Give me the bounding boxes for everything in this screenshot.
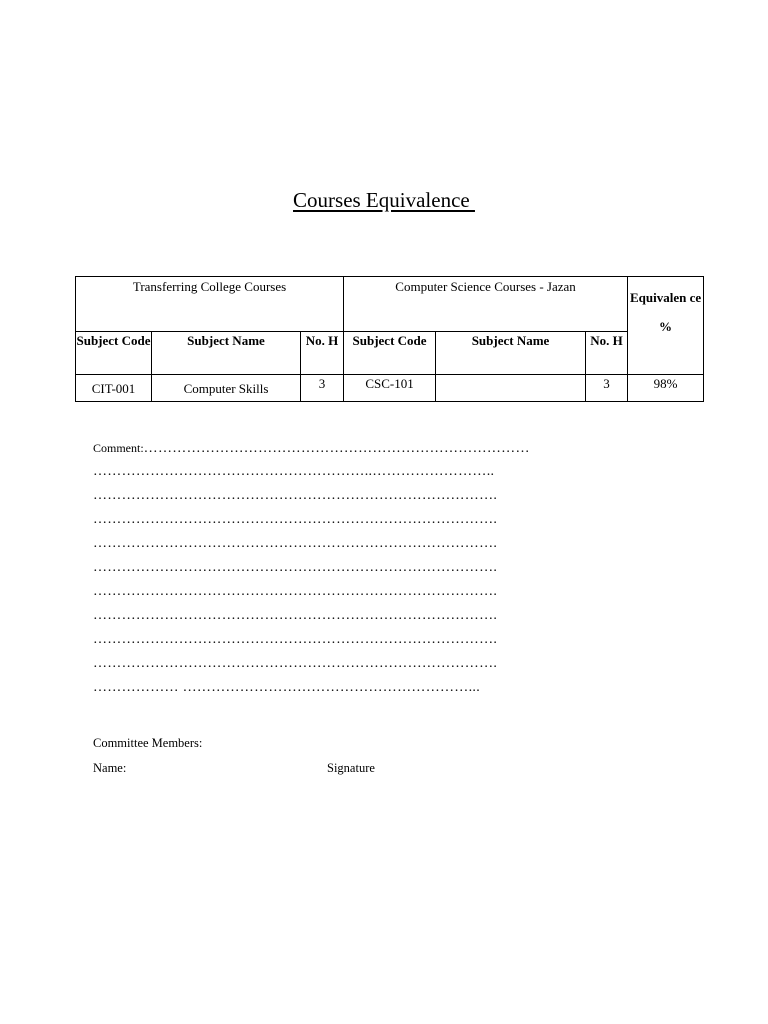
comment-section — [93, 436, 693, 700]
comment-line: …………………………………………………………………………. — [93, 536, 498, 551]
c-hours-cell: 3 — [586, 375, 628, 402]
c-subject-name-header: Subject Name — [436, 332, 586, 375]
t-no-h-header: No. H — [301, 332, 344, 375]
cs-group-header: Computer Science Courses - Jazan — [344, 277, 628, 332]
signature-label: Signature — [327, 761, 375, 775]
comment-label: Comment: — [93, 441, 144, 455]
equivalence-header: Equivalen ce — [629, 290, 702, 305]
c-subject-code-header: Subject Code — [344, 332, 436, 375]
comment-dots: ……………………………………………………………………… — [143, 441, 530, 456]
transferring-group-header: Transferring College Courses — [76, 277, 344, 332]
comment-line: …………………………………………………………………………. — [93, 632, 498, 647]
committee-members-label: Committee Members: — [93, 736, 203, 750]
comment-line: …………………………………………………………………………. — [93, 608, 498, 623]
name-label: Name: — [93, 761, 127, 775]
c-no-h-header: No. H — [586, 332, 628, 375]
equivalence-percent-header: % — [659, 319, 673, 334]
comment-line: …………………………………………………………………………. — [93, 512, 498, 527]
page-title: Courses Equivalence — [293, 188, 475, 212]
t-subject-code-cell: CIT-001 — [76, 375, 152, 402]
comment-line: ……………… ……………………………………………………... — [93, 680, 480, 695]
t-subject-name-header: Subject Name — [152, 332, 301, 375]
comment-line: …………………………………………………………………………. — [93, 584, 498, 599]
equivalence-cell: 98% — [628, 375, 704, 402]
comment-line: …………………………………………………………………………. — [93, 656, 498, 671]
t-subject-code-header: Subject Code — [76, 332, 152, 375]
equivalence-table — [75, 276, 704, 402]
comment-line: …………………………………………………………………………. — [93, 560, 498, 575]
t-hours-cell: 3 — [301, 375, 344, 402]
comment-line: …………………………………………………………………………. — [93, 488, 498, 503]
table-row — [76, 375, 704, 402]
comment-line — [93, 436, 693, 460]
t-subject-name-cell: Computer Skills — [152, 375, 301, 402]
equivalence-header-cell — [628, 277, 704, 375]
c-subject-code-cell: CSC-101 — [344, 375, 436, 402]
comment-line: …………………………………………………..…………………….. — [93, 464, 495, 479]
c-subject-name-cell — [436, 375, 586, 402]
